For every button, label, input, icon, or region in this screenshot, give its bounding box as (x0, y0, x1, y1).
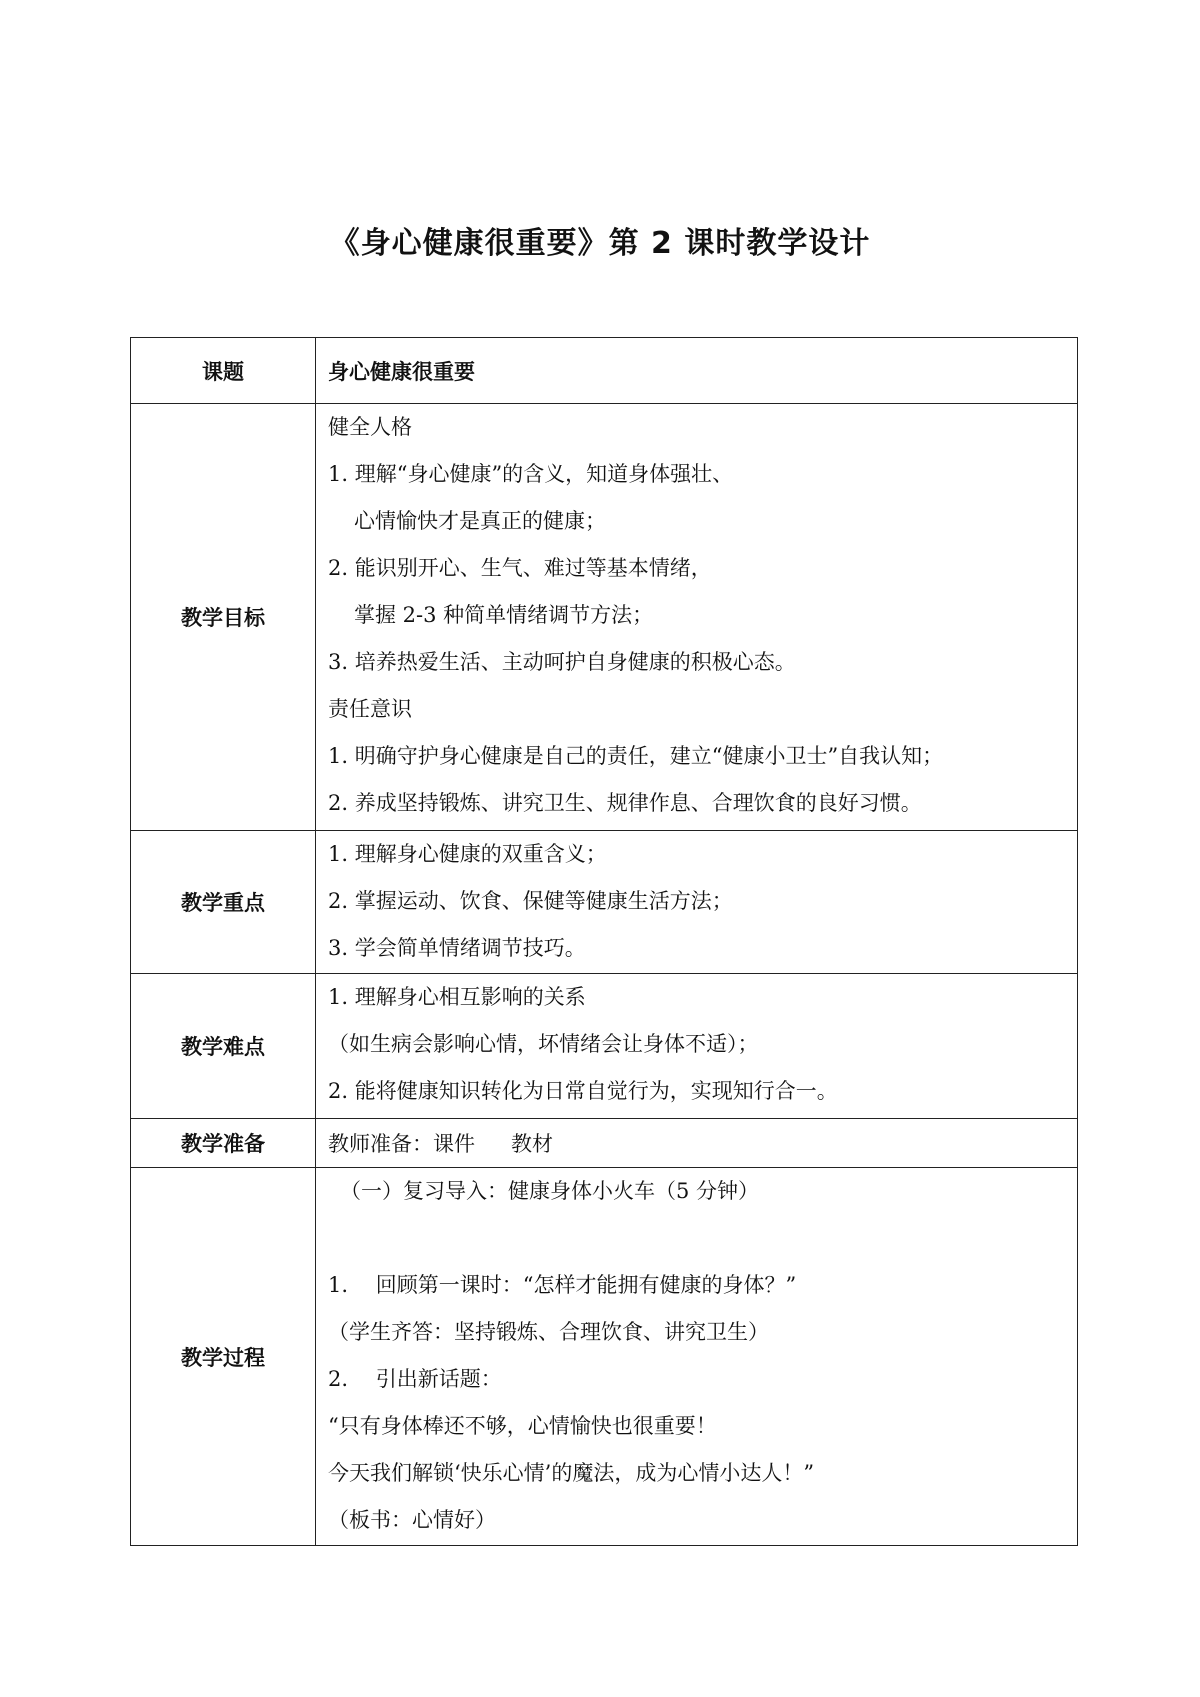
label-difficulties: 教学难点 (131, 974, 316, 1119)
key-point-line: 1. 理解身心健康的双重含义； (328, 842, 607, 866)
goals-line: 1. 理解“身心健康”的含义，知道身体强壮、 (328, 462, 734, 486)
key-point-line: 3. 学会简单情绪调节技巧。 (328, 936, 586, 960)
process-line: 1. 回顾第一课时：“怎样才能拥有健康的身体？” (328, 1273, 797, 1297)
process-blank-line (328, 1215, 1067, 1262)
row-key-points (131, 831, 1078, 974)
row-process (131, 1168, 1078, 1546)
label-process: 教学过程 (131, 1168, 316, 1546)
goals-content (316, 404, 1078, 831)
key-point-line: 2. 掌握运动、饮食、保健等健康生活方法； (328, 889, 733, 913)
process-line: 今天我们解锁‘快乐心情’的魔法，成为心情小达人！” (328, 1461, 815, 1485)
process-line: “只有身体棒还不够，心情愉快也很重要！ (328, 1414, 717, 1438)
document-title: 《身心健康很重要》第 2 课时教学设计 (329, 226, 871, 261)
label-topic: 课题 (131, 338, 316, 404)
preparation-content (316, 1119, 1078, 1168)
row-difficulties (131, 974, 1078, 1119)
goals-line: 健全人格 (328, 415, 412, 439)
label-preparation: 教学准备 (131, 1119, 316, 1168)
goals-line: 掌握 2-3 种简单情绪调节方法； (354, 603, 654, 627)
goals-line: 责任意识 (328, 697, 412, 721)
preparation-item: 教材 (511, 1132, 553, 1156)
label-goals: 教学目标 (131, 404, 316, 831)
goals-line: 2. 养成坚持锻炼、讲究卫生、规律作息、合理饮食的良好习惯。 (328, 791, 922, 815)
goals-line: 心情愉快才是真正的健康； (354, 509, 606, 533)
row-goals (131, 404, 1078, 831)
preparation-prefix: 教师准备：课件 (328, 1132, 475, 1156)
lesson-plan-table (130, 337, 1078, 1546)
goals-line: 1. 明确守护身心健康是自己的责任，建立“健康小卫士”自我认知； (328, 744, 944, 768)
key-points-content (316, 831, 1078, 974)
difficulty-line: 1. 理解身心相互影响的关系 (328, 985, 586, 1009)
value-topic: 身心健康很重要 (316, 338, 1078, 404)
difficulty-line: 2. 能将健康知识转化为日常自觉行为，实现知行合一。 (328, 1079, 838, 1103)
difficulties-content (316, 974, 1078, 1119)
process-line: （板书：心情好） (328, 1508, 496, 1532)
label-key-points: 教学重点 (131, 831, 316, 974)
process-line: （一）复习导入：健康身体小火车（5 分钟） (340, 1179, 760, 1203)
row-topic (131, 338, 1078, 404)
goals-line: 2. 能识别开心、生气、难过等基本情绪， (328, 556, 712, 580)
row-preparation (131, 1119, 1078, 1168)
goals-line: 3. 培养热爱生活、主动呵护自身健康的积极心态。 (328, 650, 796, 674)
process-line: （学生齐答：坚持锻炼、合理饮食、讲究卫生） (328, 1320, 769, 1344)
difficulty-line: （如生病会影响心情，坏情绪会让身体不适）； (328, 1032, 759, 1056)
process-line: 2. 引出新话题： (328, 1367, 502, 1391)
process-content (316, 1168, 1078, 1546)
